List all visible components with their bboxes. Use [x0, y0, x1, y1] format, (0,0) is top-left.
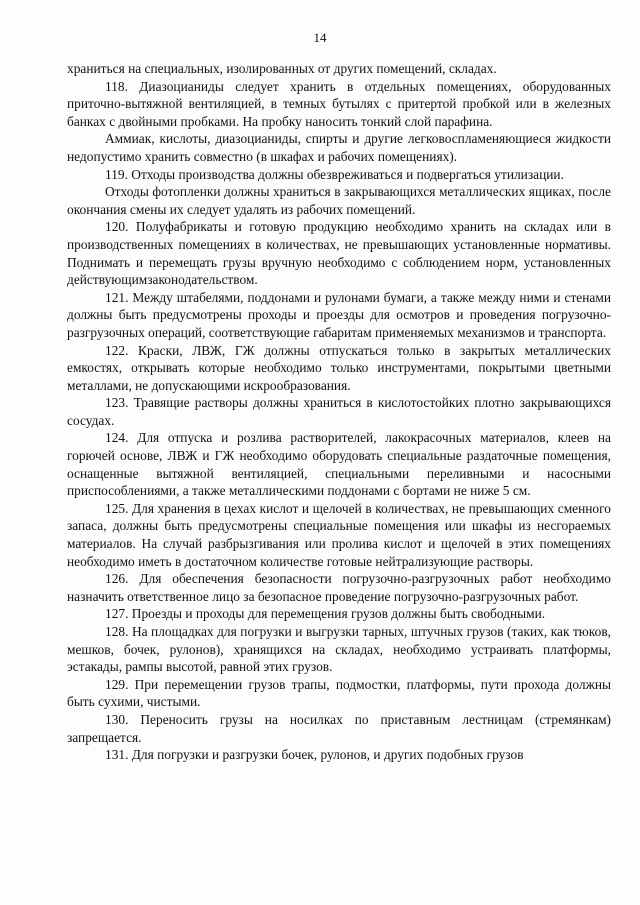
page-number: 14 [313, 30, 327, 45]
paragraph-121: 121. Между штабелями, поддонами и рулонами бумаги, а также между ними и стенами должны быть предусмотрены проходы и проезды для осмотров и проведения погрузочно-разгрузочных операций, соответствующие габаритам применяемых механизмов и транспорта. [67, 289, 611, 340]
paragraph-122: 122. Краски, ЛВЖ, ГЖ должны отпускаться только в закрытых металлических емкостях, открывать которые необходимо только инструментами, покрытыми цветными металлами, не допускающими искрообразования. [67, 342, 611, 393]
paragraph-128: 128. На площадках для погрузки и выгрузки тарных, штучных грузов (таких, как тюков, мешков, бочек, рулонов), хранящихся на складах, необходимо устраивать платформы, эстакады, рампы высотой, равной этих грузов. [67, 624, 611, 675]
paragraph-ammonia: Аммиак, кислоты, диазоцианиды, спирты и другие легковоспламеняющиеся жидкости недопустимо хранить совместно (в шкафах и рабочих помещениях). [67, 131, 611, 164]
paragraph-131: 131. Для погрузки и разгрузки бочек, рулонов, и других подобных грузов [105, 747, 524, 763]
paragraph-125: 125. Для хранения в цехах кислот и щелочей в количествах, не превышающих сменного запаса, должны быть предусмотрены специальные помещения или шкафы из несгораемых материалов. На случай разбрызгивания или пролива кислот и щелочей в этих помещениях необходимо иметь в достаточном количестве готовые нейтрализующие растворы. [67, 500, 611, 569]
paragraph-118: 118. Диазоцианиды следует хранить в отдельных помещениях, оборудованных приточно-вытяжной вентиляцией, в темных бутылях с притертой пробкой или в железных банках с двойными пробками. На пробку наносить тонкий слой парафина. [67, 78, 611, 129]
paragraph-129: 129. При перемещении грузов трапы, подмостки, платформы, пути прохода должны быть сухими, чистыми. [67, 676, 611, 710]
paragraph-123: 123. Травящие растворы должны храниться в кислотостойких плотно закрывающихся сосудах. [67, 395, 611, 428]
paragraph-127: 127. Проезды и проходы для перемещения грузов должны быть свободными. [105, 606, 546, 622]
document-body [67, 60, 611, 764]
paragraph-continuation: храниться на специальных, изолированных от других помещений, складах. [67, 61, 497, 76]
paragraph-130: 130. Переносить грузы на носилках по приставным лестницам (стремянкам) запрещается. [67, 711, 611, 745]
paragraph-film-waste: Отходы фотопленки должны храниться в закрывающихся металлических ящиках, после окончания смены их следует удалять из рабочих помещений. [67, 184, 611, 217]
paragraph-124: 124. Для отпуска и розлива растворителей, лакокрасочных материалов, клеев на горючей основе, ЛВЖ и ГЖ необходимо оборудовать специальные раздаточные помещения, оснащенные вытяжной вентиляцией, специальными переливными и насосными приспособлениями, а также металлическими поддонами с бортами не ниже 5 см. [67, 430, 611, 499]
paragraph-120: 120. Полуфабрикаты и готовую продукцию необходимо хранить на складах или в производственных помещениях в количествах, не превышающих установленные нормативы. Поднимать и перемещать грузы вручную необходимо с соблюдением норм, установленных действующимзаконодательством. [67, 219, 611, 288]
paragraph-119: 119. Отходы производства должны обезвреживаться и подвергаться утилизации. [105, 166, 564, 182]
paragraph-126: 126. Для обеспечения безопасности погрузочно-разгрузочных работ необходимо назначить ответственное лицо за безопасное проведение погрузочно-разгрузочных работ. [67, 571, 611, 604]
